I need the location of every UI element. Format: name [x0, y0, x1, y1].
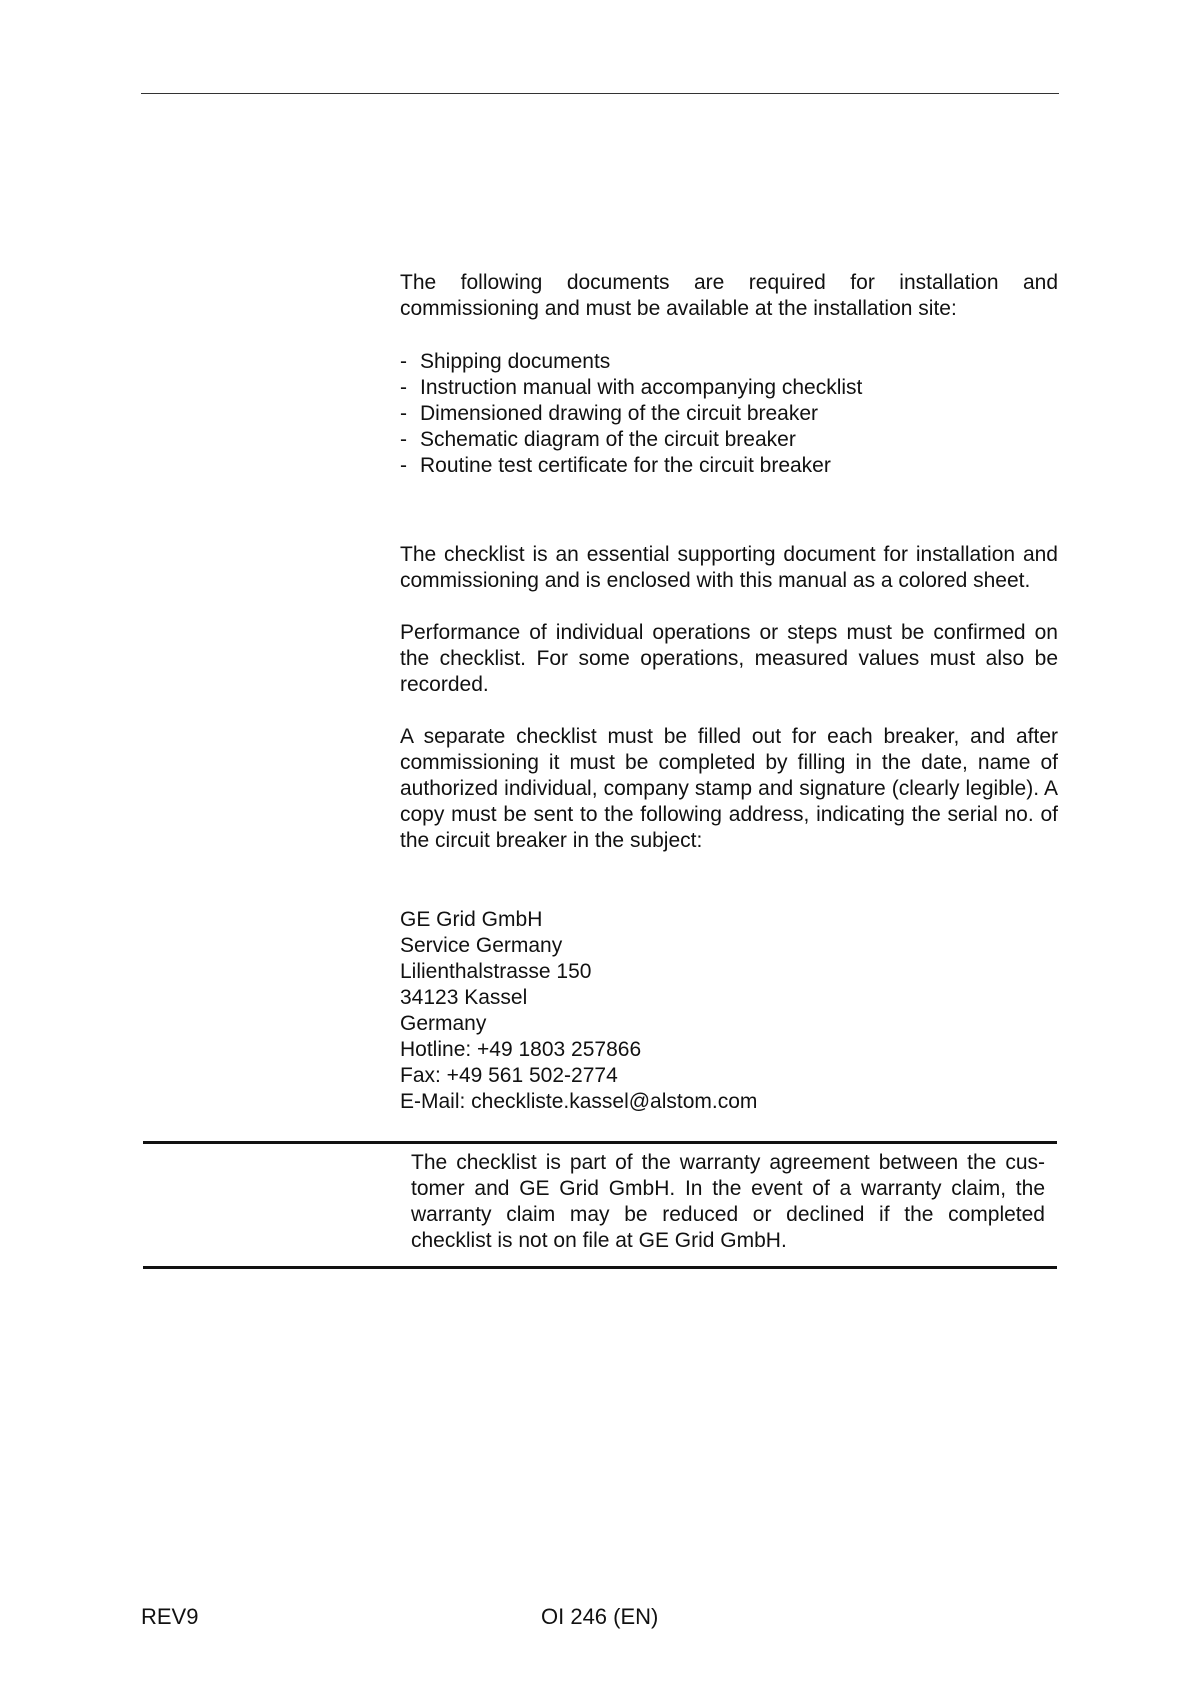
list-item: [400, 453, 1058, 479]
footer-revision: REV9: [141, 1604, 199, 1629]
list-dash: -: [400, 376, 407, 399]
address-company: GE Grid GmbH: [400, 908, 543, 931]
required-documents-list: [400, 349, 1058, 479]
footer-doc-code: OI 246 (EN): [541, 1604, 659, 1629]
address-email: E-Mail: checkliste.kassel@alstom.com: [400, 1090, 758, 1113]
checklist-paragraph-2: Performance of individual operations or steps must be confirmed on the checklist. For some operations, measured values must also be recorded.: [400, 621, 1058, 696]
list-dash: -: [400, 350, 407, 373]
address-city: 34123 Kassel: [400, 986, 528, 1009]
list-item-text: Routine test certificate for the circuit breaker: [420, 454, 831, 477]
list-dash: -: [400, 428, 407, 451]
list-item-text: Shipping documents: [420, 350, 611, 373]
list-item: [400, 349, 1058, 375]
list-item: [400, 427, 1058, 453]
address-street: Lilienthalstrasse 150: [400, 960, 592, 983]
address-fax: Fax: +49 561 502-2774: [400, 1064, 618, 1087]
list-dash: -: [400, 454, 407, 477]
list-item: [400, 401, 1058, 427]
address-country: Germany: [400, 1012, 487, 1035]
address-hotline: Hotline: +49 1803 257866: [400, 1038, 642, 1061]
list-item-text: Schematic diagram of the circuit breaker: [420, 428, 796, 451]
list-dash: -: [400, 402, 407, 425]
checklist-paragraph-1: The checklist is an essential supporting document for installation and commissioning and is enclosed with this manual as a colored sheet.: [400, 543, 1058, 592]
checklist-paragraph-3: A separate checklist must be filled out for each breaker, and after commissioning it must be completed by filling in the date, name of authorized individual, company stamp and signature (clearly legible). A copy must be sent to the following address, indicating the serial no. of the circuit breaker in the subject:: [400, 725, 1058, 852]
list-item-text: Instruction manual with accompanying checklist: [420, 376, 863, 399]
list-item: [400, 375, 1058, 401]
service-address: [400, 907, 1058, 1115]
header-rule: [141, 93, 1059, 94]
intro-paragraph: The following documents are required for installation and commissioning and must be available at the installation site:: [400, 271, 1058, 320]
warranty-note-text: The checklist is part of the warranty agreement between the cus-tomer and GE Grid GmbH. In the event of a warranty claim, the warranty claim may be reduced or declined if the completed checklist is not on file at GE Grid GmbH.: [411, 1151, 1045, 1252]
list-item-text: Dimensioned drawing of the circuit breaker: [420, 402, 819, 425]
address-department: Service Germany: [400, 934, 563, 957]
